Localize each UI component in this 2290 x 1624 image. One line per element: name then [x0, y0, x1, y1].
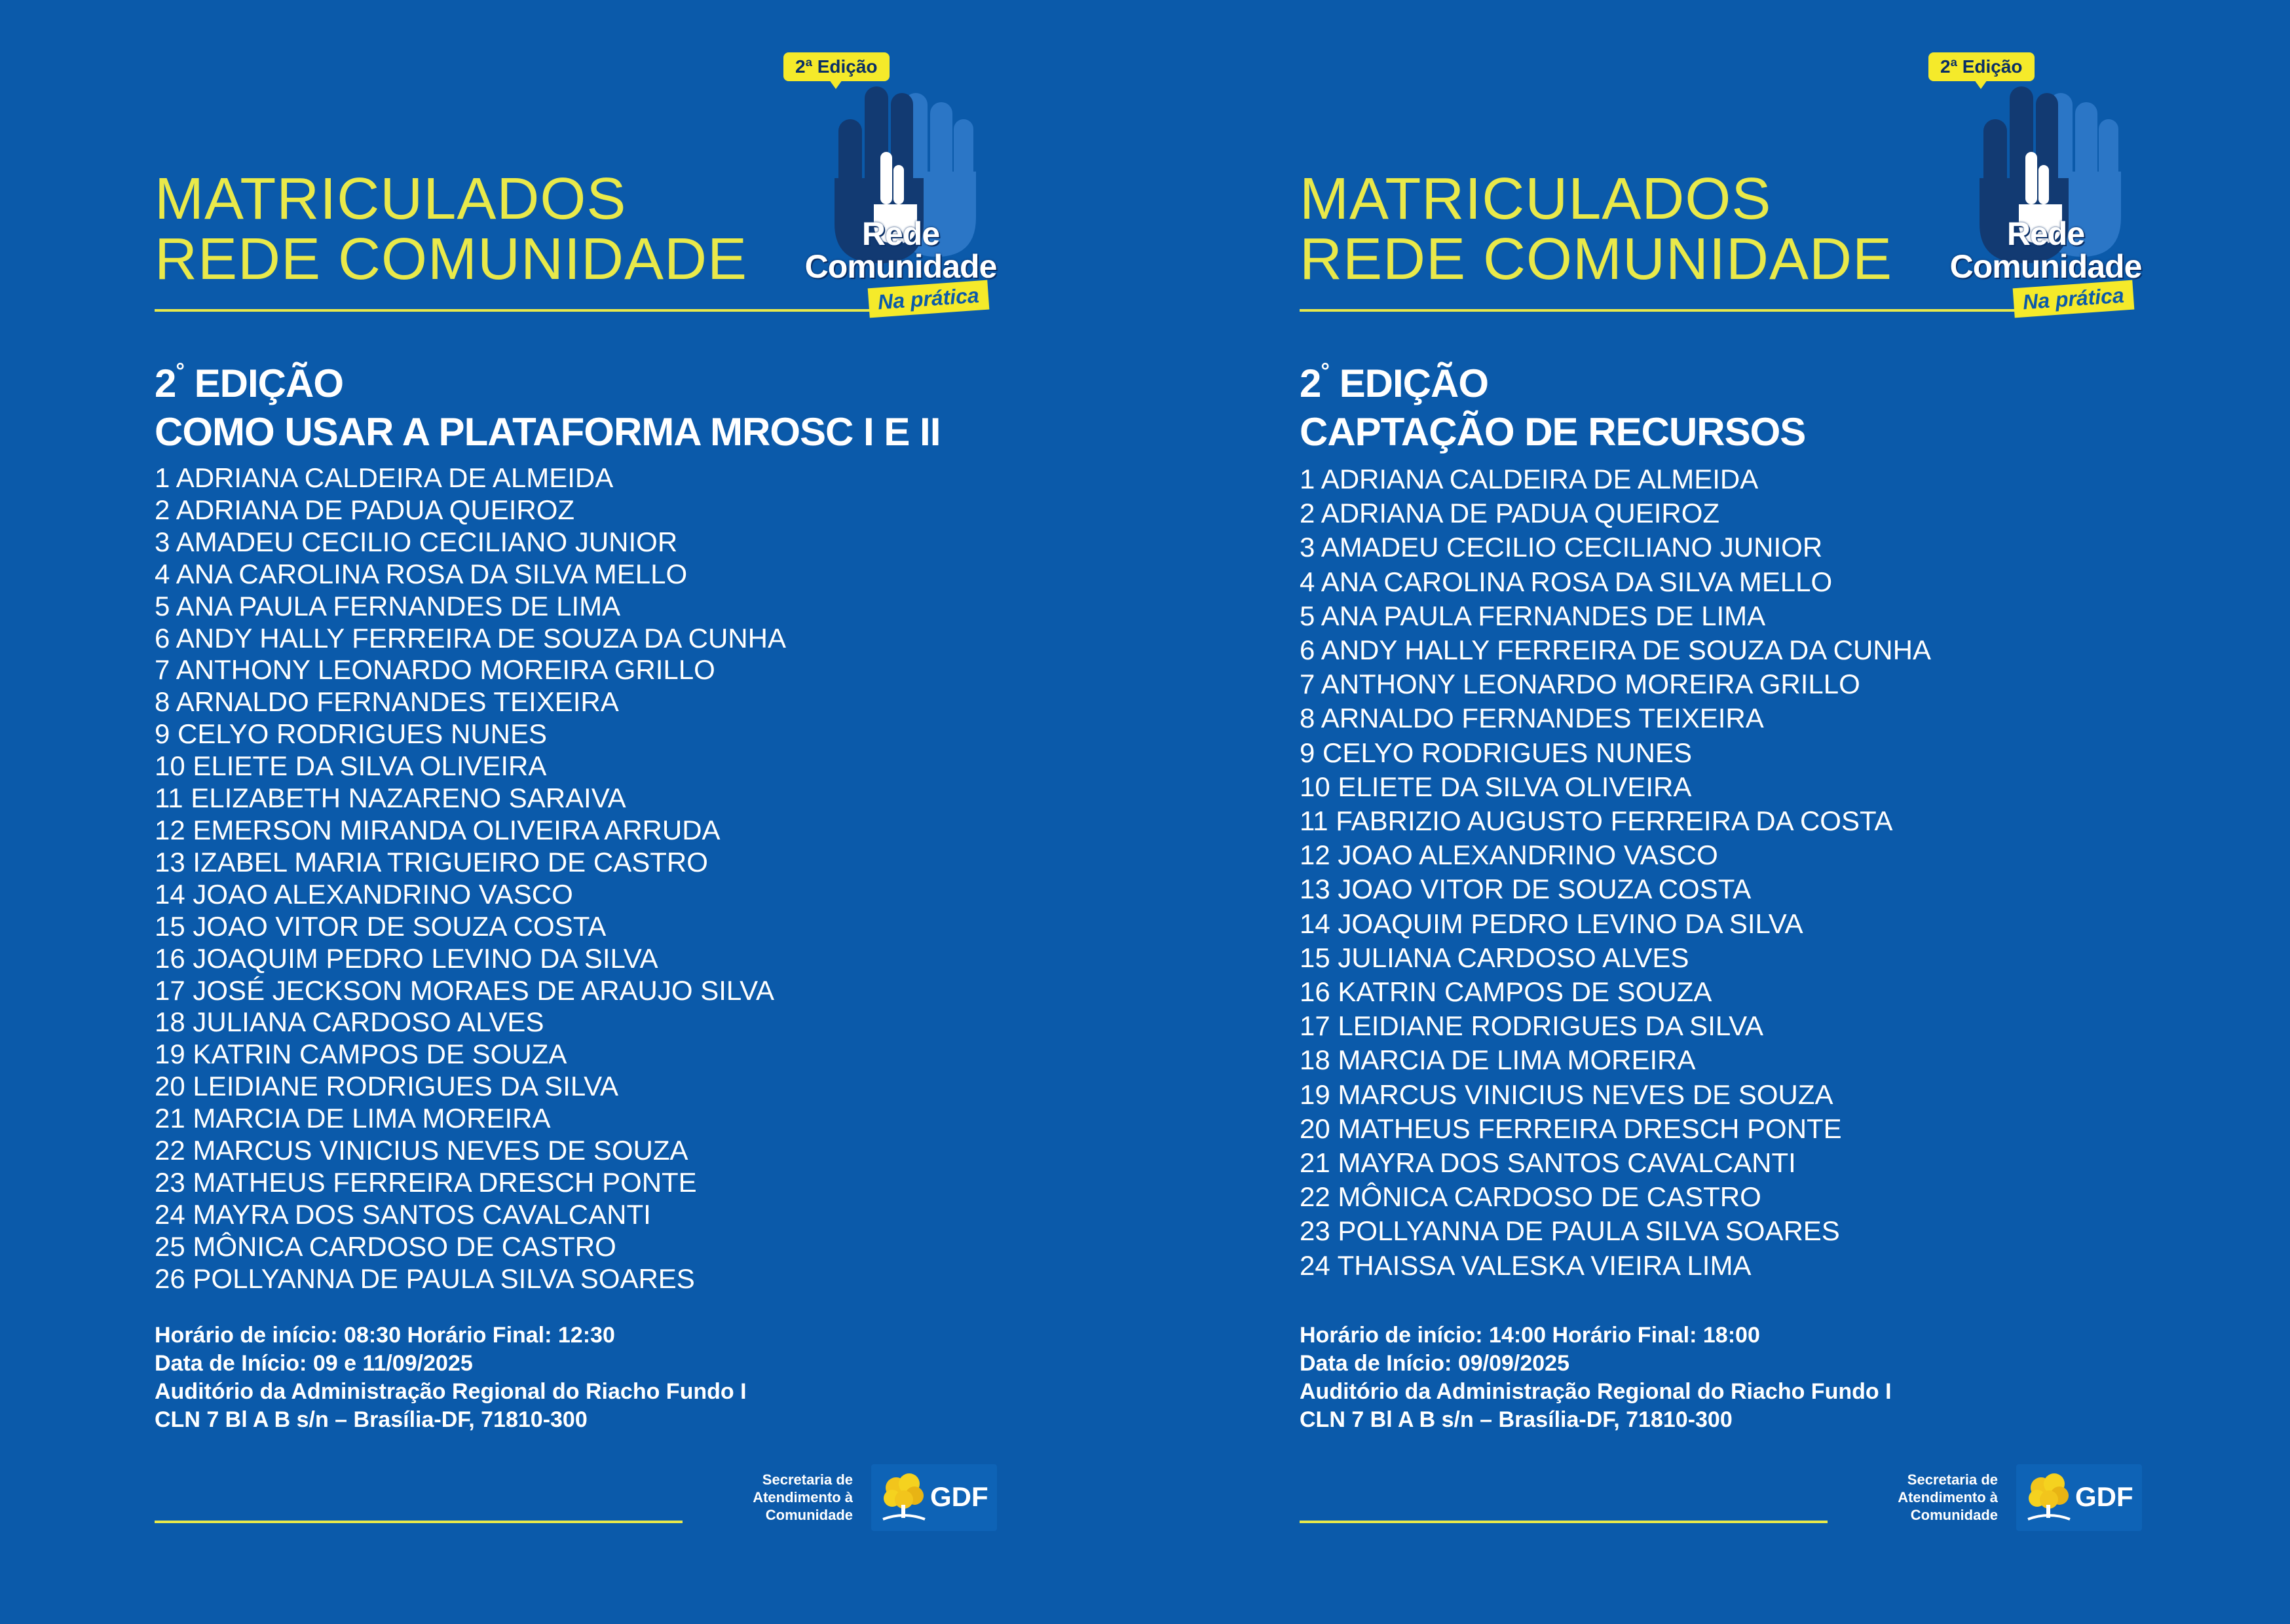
gdf-logo [871, 1464, 997, 1531]
ipe-tree-icon [2023, 1471, 2075, 1524]
page-title [1300, 166, 1893, 292]
list-item: 11 FABRIZIO AUGUSTO FERREIRA DA COSTA [1300, 805, 1893, 837]
list-item: 3 AMADEU CECILIO CECILIANO JUNIOR [1300, 532, 1823, 563]
list-item: 10 ELIETE DA SILVA OLIVEIRA [155, 750, 547, 782]
list-item: 2 ADRIANA DE PADUA QUEIROZ [155, 494, 575, 525]
list-item: 25 MÔNICA CARDOSO DE CASTRO [155, 1230, 616, 1262]
list-item: 10 ELIETE DA SILVA OLIVEIRA [1300, 771, 1692, 802]
title-line-2: REDE COMUNIDADE [155, 227, 748, 292]
course-title: COMO USAR A PLATAFORMA MROSC I E II [155, 410, 941, 454]
list-item: 21 MAYRA DOS SANTOS CAVALCANTI [1300, 1147, 1796, 1179]
list-item: 18 MARCIA DE LIMA MOREIRA [1300, 1044, 1696, 1076]
ipe-tree-icon [878, 1471, 930, 1524]
session-info [155, 1321, 747, 1434]
edition-word: EDIÇÃO [1328, 361, 1489, 405]
schedule: Horário de início: 08:30 Horário Final: 12:30 [155, 1323, 615, 1348]
list-item: 11 ELIZABETH NAZARENO SARAIVA [155, 783, 626, 814]
list-item: 8 ARNALDO FERNANDES TEIXEIRA [155, 686, 619, 718]
edition-heading [155, 347, 940, 456]
list-item: 20 LEIDIANE RODRIGUES DA SILVA [155, 1071, 619, 1102]
list-item: 2 ADRIANA DE PADUA QUEIROZ [1300, 498, 1720, 529]
title-line-2: REDE COMUNIDADE [1300, 227, 1893, 292]
list-item: 4 ANA CAROLINA ROSA DA SILVA MELLO [155, 558, 688, 589]
list-item: 18 JULIANA CARDOSO ALVES [155, 1006, 544, 1038]
list-item: 24 MAYRA DOS SANTOS CAVALCANTI [155, 1198, 651, 1230]
list-item: 23 POLLYANNA DE PAULA SILVA SOARES [1300, 1215, 1840, 1247]
list-item: 6 ANDY HALLY FERREIRA DE SOUZA DA CUNHA [1300, 635, 1931, 666]
list-item: 12 EMERSON MIRANDA OLIVEIRA ARRUDA [155, 814, 721, 845]
venue: Auditório da Administração Regional do Riacho Fundo I [1300, 1379, 1892, 1404]
rede-comunidade-logo [779, 50, 1022, 325]
list-item: 20 MATHEUS FERREIRA DRESCH PONTE [1300, 1113, 1842, 1144]
title-line-1: MATRICULADOS [1300, 166, 1772, 232]
list-item: 19 KATRIN CAMPOS DE SOUZA [155, 1039, 567, 1070]
secretaria-line-2: Atendimento à [1898, 1489, 1998, 1505]
start-date: Data de Início: 09/09/2025 [1300, 1351, 1569, 1376]
edition-badge: 2ª Edição [783, 52, 890, 81]
edition-number: 2 [155, 361, 176, 405]
edition-degree: ° [176, 359, 184, 384]
list-item: 7 ANTHONY LEONARDO MOREIRA GRILLO [155, 654, 715, 686]
enrolled-list [155, 462, 786, 1295]
list-item: 5 ANA PAULA FERNANDES DE LIMA [1300, 600, 1766, 631]
list-item: 22 MARCUS VINICIUS NEVES DE SOUZA [155, 1135, 688, 1166]
secretaria-line-3: Comunidade [1910, 1507, 1998, 1523]
brand-name [779, 217, 1022, 283]
title-line-1: MATRICULADOS [155, 166, 627, 232]
brand-name [1924, 217, 2167, 283]
list-item: 17 JOSÉ JECKSON MORAES DE ARAUJO SILVA [155, 974, 775, 1006]
secretaria-label [685, 1471, 853, 1524]
edition-line [155, 347, 940, 408]
list-item: 3 AMADEU CECILIO CECILIANO JUNIOR [155, 526, 678, 557]
divider-bottom [1300, 1521, 1828, 1523]
address: CLN 7 Bl A B s/n – Brasília-DF, 71810-300 [1300, 1407, 1733, 1432]
list-item: 16 JOAQUIM PEDRO LEVINO DA SILVA [155, 942, 658, 974]
list-item: 24 THAISSA VALESKA VIEIRA LIMA [1300, 1249, 1752, 1281]
enrolled-list [1300, 462, 1931, 1283]
list-item: 4 ANA CAROLINA ROSA DA SILVA MELLO [1300, 566, 1833, 597]
list-item: 14 JOAO ALEXANDRINO VASCO [155, 878, 573, 910]
secretaria-label [1830, 1471, 1998, 1524]
list-item: 12 JOAO ALEXANDRINO VASCO [1300, 840, 1718, 871]
tagline: Na prática [868, 280, 989, 318]
gdf-logo [2016, 1464, 2142, 1531]
list-item: 9 CELYO RODRIGUES NUNES [1300, 737, 1693, 768]
edition-number: 2 [1300, 361, 1321, 405]
venue: Auditório da Administração Regional do Riacho Fundo I [155, 1379, 747, 1404]
list-item: 1 ADRIANA CALDEIRA DE ALMEIDA [155, 462, 614, 493]
page-title [155, 166, 748, 292]
list-item: 13 IZABEL MARIA TRIGUEIRO DE CASTRO [155, 846, 708, 877]
list-item: 16 KATRIN CAMPOS DE SOUZA [1300, 976, 1712, 1008]
list-item: 1 ADRIANA CALDEIRA DE ALMEIDA [1300, 464, 1759, 494]
secretaria-line-3: Comunidade [765, 1507, 853, 1523]
list-item: 22 MÔNICA CARDOSO DE CASTRO [1300, 1181, 1761, 1213]
list-item: 13 JOAO VITOR DE SOUZA COSTA [1300, 874, 1752, 905]
list-item: 19 MARCUS VINICIUS NEVES DE SOUZA [1300, 1079, 1833, 1110]
list-item: 23 MATHEUS FERREIRA DRESCH PONTE [155, 1166, 697, 1198]
list-item: 15 JOAO VITOR DE SOUZA COSTA [155, 910, 607, 942]
secretaria-line-2: Atendimento à [753, 1489, 853, 1505]
list-item: 21 MARCIA DE LIMA MOREIRA [155, 1103, 551, 1134]
gdf-text: GDF [2075, 1481, 2133, 1512]
list-item: 14 JOAQUIM PEDRO LEVINO DA SILVA [1300, 908, 1803, 939]
edition-word: EDIÇÃO [183, 361, 344, 405]
list-item: 17 LEIDIANE RODRIGUES DA SILVA [1300, 1010, 1764, 1042]
divider-bottom [155, 1521, 683, 1523]
edition-line [1300, 347, 1805, 408]
panel-captacao [1145, 0, 2290, 1624]
edition-heading [1300, 347, 1805, 456]
list-item: 5 ANA PAULA FERNANDES DE LIMA [155, 590, 621, 621]
list-item: 6 ANDY HALLY FERREIRA DE SOUZA DA CUNHA [155, 622, 786, 654]
course-title: CAPTAÇÃO DE RECURSOS [1300, 410, 1806, 454]
brand-line-1: Rede [2006, 215, 2085, 252]
list-item: 15 JULIANA CARDOSO ALVES [1300, 942, 1689, 973]
list-item: 9 CELYO RODRIGUES NUNES [155, 718, 548, 750]
list-item: 7 ANTHONY LEONARDO MOREIRA GRILLO [1300, 669, 1860, 700]
brand-line-2: Comunidade [1949, 248, 2142, 285]
tagline: Na prática [2013, 280, 2134, 318]
brand-line-1: Rede [861, 215, 940, 252]
start-date: Data de Início: 09 e 11/09/2025 [155, 1351, 473, 1376]
schedule: Horário de início: 14:00 Horário Final: 18:00 [1300, 1323, 1760, 1348]
secretaria-line-1: Secretaria de [762, 1471, 853, 1488]
session-info [1300, 1321, 1892, 1434]
list-item: 26 POLLYANNA DE PAULA SILVA SOARES [155, 1263, 695, 1294]
brand-line-2: Comunidade [804, 248, 997, 285]
secretaria-line-1: Secretaria de [1907, 1471, 1998, 1488]
rede-comunidade-logo [1924, 50, 2167, 325]
edition-degree: ° [1321, 359, 1329, 384]
address: CLN 7 Bl A B s/n – Brasília-DF, 71810-300 [155, 1407, 588, 1432]
list-item: 8 ARNALDO FERNANDES TEIXEIRA [1300, 703, 1764, 734]
edition-badge: 2ª Edição [1928, 52, 2035, 81]
gdf-text: GDF [930, 1481, 988, 1512]
